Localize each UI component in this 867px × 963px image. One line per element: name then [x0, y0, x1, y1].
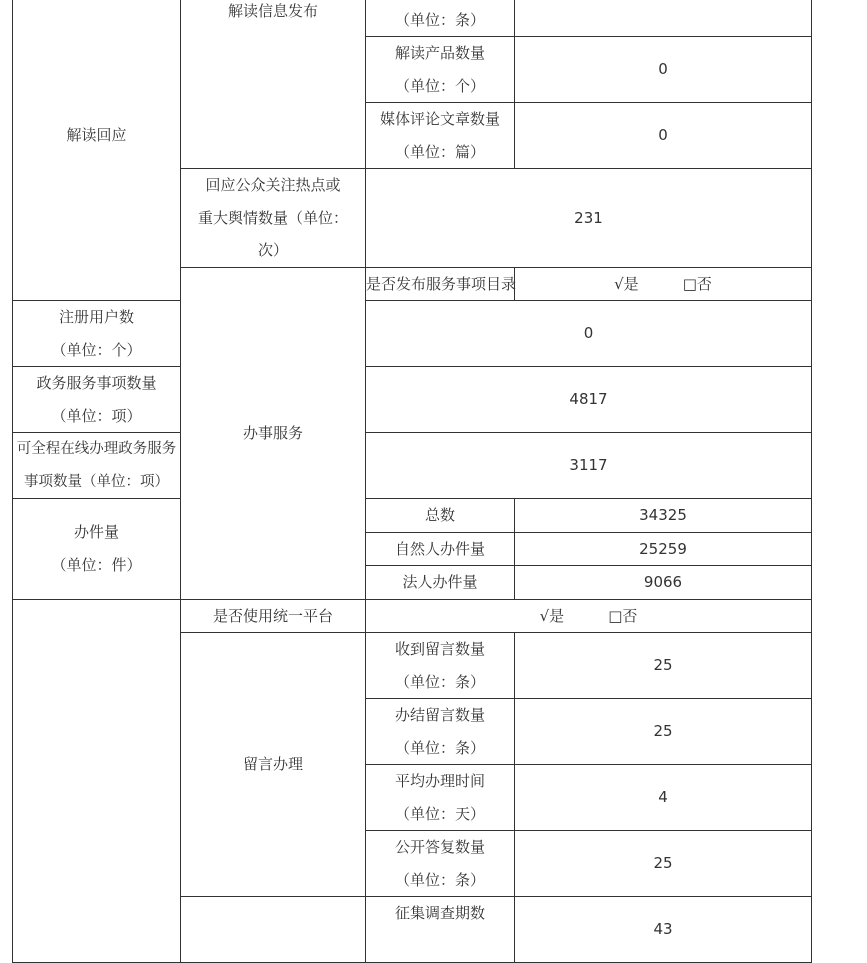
messages-label: 留言办理 [242, 755, 303, 774]
yes-option: √是 [614, 274, 639, 293]
messages-row-3-label [366, 831, 515, 897]
label-line: 公开答复数量 [394, 838, 485, 856]
yes-option: √是 [539, 606, 565, 625]
messages-label-cell [181, 633, 366, 897]
table-row [13, 367, 812, 433]
label-line: 办结留言数量 [394, 706, 485, 724]
users-value [366, 301, 812, 367]
label-line: （单位：天） [394, 804, 485, 823]
label-line: （单位：个） [394, 76, 485, 95]
users-label [13, 301, 181, 367]
label-line: 平均办理时间 [394, 772, 485, 790]
table-row [13, 301, 812, 367]
category-service [181, 267, 366, 599]
table-row [13, 0, 812, 37]
messages-row-3-value [515, 831, 812, 897]
cell-value: 3117 [569, 456, 608, 475]
volume-row-2-label [366, 566, 515, 600]
survey-value [515, 897, 812, 963]
label-line: （单位：件） [51, 555, 142, 574]
table-row [13, 499, 812, 533]
cell-value: 0 [658, 126, 668, 145]
hotspot-value [366, 169, 812, 268]
messages-row-0-label [366, 633, 515, 699]
label-line: 政务服务事项数量 [36, 374, 157, 392]
volume-row-1-label [366, 532, 515, 566]
cell-value: 25 [653, 656, 673, 675]
label-line [366, 930, 514, 963]
messages-row-0-value [515, 633, 812, 699]
cell-value: 231 [574, 208, 603, 227]
cell-label: 自然人办件量 [394, 539, 485, 558]
label-line: 解读产品数量 [394, 44, 485, 62]
volume-row-0-value [515, 499, 812, 533]
label-line: 媒体评论文章数量 [379, 110, 500, 128]
release-row-2-label [366, 103, 515, 169]
survey-group-cell [181, 897, 366, 963]
label-line: （单位：条） [394, 10, 485, 29]
cell-label: 总数 [424, 506, 455, 524]
label-line: 可全程在线办理政务服务 [16, 441, 177, 457]
label-line: 事项数量（单位：项） [24, 473, 169, 490]
release-row-1-label [366, 37, 515, 103]
platform-label-text: 是否使用统一平台 [212, 606, 333, 625]
cell-value: 25259 [639, 539, 687, 558]
messages-row-1-value [515, 699, 812, 765]
messages-row-2-label [366, 765, 515, 831]
items-value [366, 367, 812, 433]
cell-value: 0 [583, 324, 594, 343]
cell-value: 25 [653, 722, 673, 741]
label-line: 办件量 [73, 523, 119, 542]
platform-label [181, 599, 366, 633]
category-interaction [13, 599, 181, 963]
messages-row-2-value [515, 765, 812, 831]
label-line: （单位：篇） [394, 142, 485, 161]
platform-choice [366, 599, 812, 633]
catalog-label-text: 是否发布服务事项目录 [366, 274, 517, 293]
cell-label: 法人办件量 [402, 573, 478, 591]
volume-row-1-value [515, 532, 812, 566]
cell-value: 4817 [569, 390, 608, 409]
items-label [13, 367, 181, 433]
release-row-2-value [515, 103, 812, 169]
label-line: （单位：项） [51, 406, 142, 425]
label-line: （单位：条） [394, 870, 485, 889]
online-label [13, 433, 181, 499]
release-row-0-value [515, 0, 812, 37]
release-label: 解读信息发布 [227, 2, 318, 20]
cell-value: 34325 [639, 506, 687, 524]
volume-row-2-value [515, 566, 812, 600]
cell-value: 43 [653, 920, 673, 939]
label-line: 征集调查期数 [394, 904, 485, 922]
cell-value: 0 [658, 60, 668, 79]
category-label: 办事服务 [242, 423, 303, 442]
label-line: （单位：个） [51, 340, 142, 359]
cell-value: 25 [653, 854, 673, 873]
label-line: （单位：条） [394, 738, 485, 757]
volume-label [13, 499, 181, 600]
messages-row-1-label [366, 699, 515, 765]
hotspot-label [181, 169, 366, 268]
label-line: 注册用户数 [58, 308, 134, 326]
label-line: 回应公众关注热点或 [205, 176, 341, 194]
release-label-cell [181, 0, 366, 169]
category-label: 解读回应 [66, 126, 127, 145]
cell-value: 9066 [643, 573, 683, 591]
cell-value: 4 [658, 788, 668, 807]
catalog-choice [515, 267, 812, 301]
table-row [13, 599, 812, 633]
survey-label [366, 897, 515, 963]
label-line: （单位：条） [394, 672, 485, 691]
statistics-table [12, 0, 812, 963]
label-line: 收到留言数量 [394, 640, 485, 658]
label-line: 次） [257, 241, 288, 259]
table-row [13, 433, 812, 499]
label-line: 重大舆情数量（单位： [197, 208, 348, 227]
catalog-label [366, 267, 515, 301]
no-option: □否 [608, 606, 638, 625]
no-option: □否 [682, 274, 712, 293]
release-row-0-label [366, 0, 515, 37]
category-interpret [13, 0, 181, 301]
volume-row-0-label [366, 499, 515, 533]
online-value [366, 433, 812, 499]
release-row-1-value [515, 37, 812, 103]
